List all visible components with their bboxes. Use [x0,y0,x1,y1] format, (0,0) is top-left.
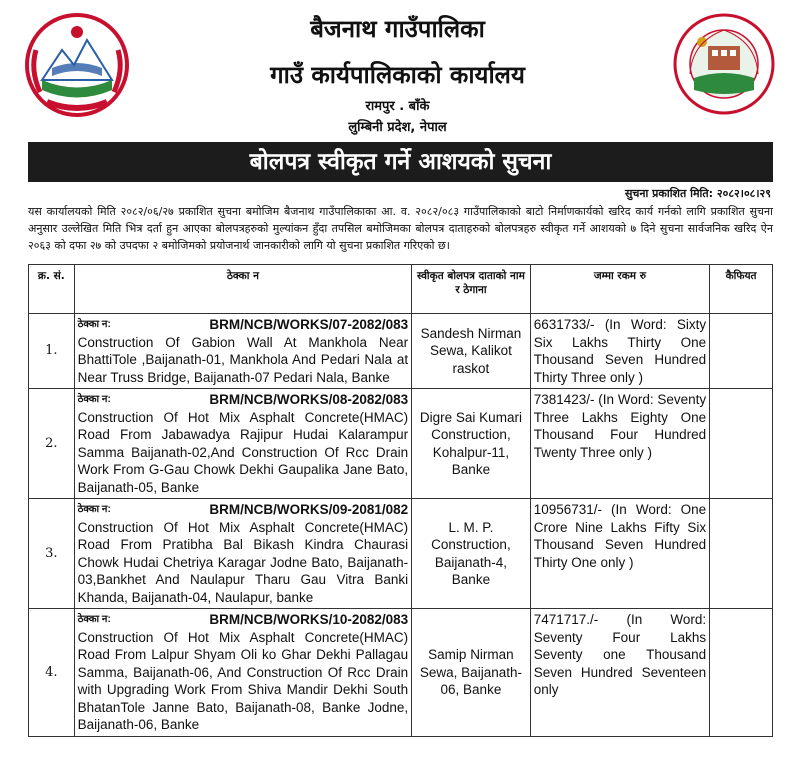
header-contract: ठेक्का न [74,265,412,314]
table-row [29,609,773,737]
row-remarks [710,609,773,737]
row-contract [74,499,412,609]
contract-code-line [78,391,409,409]
row-bidder: L. M. P. Construction, Baijanath-4, Banke [412,499,531,609]
province-name: लुम्बिनी प्रदेश, नेपाल [348,120,447,135]
header-serial: क्र. सं. [29,265,75,314]
table-row [29,389,773,499]
table-row [29,314,773,389]
contract-code: BRM/NCB/WORKS/07-2082/083 [209,317,409,332]
contract-label: ठेक्का न: [77,394,111,405]
contract-code-line [78,501,409,519]
publication-date: सुचना प्रकाशित मिति: २०८२।०८।२९ [624,187,771,200]
row-contract [74,609,412,737]
work-description: Construction Of Hot Mix Asphalt Concrete(HMAC) Road From Pratibha Bal Bikash Kindra Chaurasi Chowk Hudai Chetriya Karagar Jodne Bato, Baijanath-03,Bankhet And Naulapur Tharu Gau Vitra Banki Khanda, Baijanath-04, Naulapur, banke [77,519,409,605]
row-contract [74,389,412,499]
header-bidder: स्वीकृत बोलपत्र दाताको नाम र ठेगाना [412,265,531,314]
contract-label: ठेक्का न: [77,614,111,625]
office-address: रामपुर . बाँके [365,99,430,114]
contract-code: BRM/NCB/WORKS/08-2082/083 [209,392,409,407]
contract-code-line [78,316,409,334]
header-remarks: कैफियत [710,265,773,314]
row-serial: 2. [29,389,75,499]
row-amount: 6631733/- (In Word: Sixty Six Lakhs Thirty One Thousand Seven Hundred Thirty Three only ) [530,314,709,389]
table-header-row [29,265,773,314]
header-amount: जम्मा रकम रु [530,265,709,314]
row-amount: 10956731/- (In Word: One Crore Nine Lakhs Fifty Six Thousand Seven Hundred Thirty One only ) [530,499,709,609]
row-remarks [710,499,773,609]
contract-code-line [78,611,409,629]
contract-code: BRM/NCB/WORKS/09-2081/082 [209,502,409,517]
work-description: Construction Of Hot Mix Asphalt Concrete(HMAC) Road From Lalpur Shyam Oli ko Ghar Dekhi Pallagau Samma, Baijanath-06, And Construction Of Rcc Drain with Upgrading Work From Shiva Mandir Dekhi South BhatanTole Janne Bato, Baijanath-08, Banke Jodne, Baijanath-06, Banke [77,629,409,732]
municipality-name: बैजनाथ गाउँपालिका [310,15,485,43]
bid-acceptance-table [28,264,773,737]
table-row [29,499,773,609]
contract-code: BRM/NCB/WORKS/10-2082/083 [209,612,409,627]
row-bidder: Sandesh Nirman Sewa, Kalikot raskot [412,314,531,389]
office-name: गाउँ कार्यपालिकाको कार्यालय [270,61,525,89]
municipality-seal-icon [672,12,776,116]
row-bidder: Samip Nirman Sewa, Baijanath-06, Banke [412,609,531,737]
row-serial: 4. [29,609,75,737]
row-remarks [710,389,773,499]
row-bidder: Digre Sai Kumari Construction, Kohalpur-11, Banke [412,389,531,499]
notice-header [0,0,795,140]
row-amount: 7471717./- (In Word: Seventy Four Lakhs Seventy one Thousand Seven Hundred Seventeen only [530,609,709,737]
row-amount: 7381423/- (In Word: Seventy Three Lakhs Eighty One Thousand Four Hundred Twenty Three only ) [530,389,709,499]
contract-label: ठेक्का न: [77,504,111,515]
row-contract [74,314,412,389]
notice-title-banner: बोलपत्र स्वीकृत गर्ने आशयको सुचना [28,142,773,182]
contract-label: ठेक्का न: [77,319,111,330]
row-serial: 1. [29,314,75,389]
row-serial: 3. [29,499,75,609]
row-remarks [710,314,773,389]
notice-intro-text: यस कार्यालयको मिति २०८२/०६/२७ प्रकाशित सुचना बमोजिम बैजनाथ गाउँपालिकाका आ. व. २०८२/०८३ गाउँपालिकाको बाटो निर्माणकार्यको खरिद कार्य गर्नको लागि प्रकाशित सुचना अनुसार उल्लेखित मिति भित्र दर्ता हुन आएका बोलपत्रहरुको मुल्यांकन हुँदा तपसिल बमोजिमका बोलपत्र दाताहरुको बोलपत्रहरु स्वीकृत गर्ने आशयको ७ दिने सुचना सार्वजनिक खरिद ऐन २०६३ को दफा २७ को उपदफा २ बमोजिमको प्रयोजनार्थ जानकारीको लागि यो सुचना प्रकाशित गरिएको छ। [28,205,773,252]
work-description: Construction Of Hot Mix Asphalt Concrete(HMAC) Road From Jabawadya Rajipur Hudai Kalarampur Samma Baijanath-02,And Construction Of Rcc Drain Work From G-Gau Chowk Dekhi Gaupalika Jane Bato, Baijanath-05, Banke [77,409,409,495]
work-description: Construction Of Gabion Wall At Mankhola Near BhattiTole ,Baijanath-01, Mankhola And Pedari Nala at Near Truss Bridge, Baijanath-07 Pedari Nala, Banke [77,334,409,385]
